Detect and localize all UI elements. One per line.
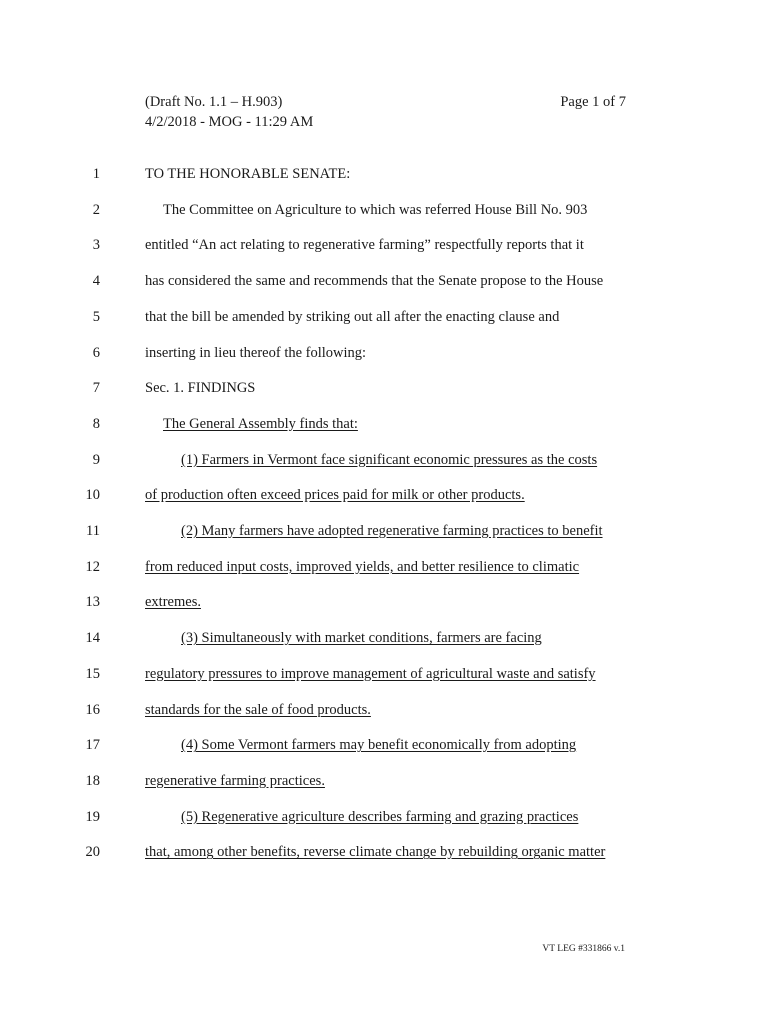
line-number: 12 [85, 558, 100, 575]
line-8 [0, 413, 770, 435]
line-number: 15 [85, 665, 100, 682]
line-number: 9 [92, 451, 100, 468]
line-5 [0, 306, 770, 328]
line-number: 14 [85, 630, 100, 647]
line-12 [0, 556, 770, 578]
line-18 [0, 770, 770, 792]
line-19 [0, 806, 770, 828]
line-text: (4) Some Vermont farmers may benefit economically from adopting [181, 737, 577, 754]
draft-label: (Draft No. 1.1 – H.903) [145, 94, 283, 110]
line-number: 20 [85, 844, 100, 861]
line-number: 7 [92, 380, 100, 397]
line-20 [0, 841, 770, 863]
page-number: Page 1 of 7 [560, 94, 626, 110]
line-1 [0, 163, 770, 185]
line-number: 8 [92, 415, 100, 432]
line-number: 18 [85, 772, 100, 789]
line-number: 4 [92, 273, 100, 290]
line-text: The General Assembly finds that: [163, 415, 358, 432]
line-17 [0, 734, 770, 756]
line-16 [0, 699, 770, 721]
line-text: of production often exceed prices paid for milk or other products. [145, 487, 525, 504]
line-10 [0, 484, 770, 506]
line-text: (2) Many farmers have adopted regenerative farming practices to benefit [181, 523, 603, 539]
line-number: 16 [85, 701, 100, 718]
line-text: regenerative farming practices. [145, 772, 325, 789]
line-text: has considered the same and recommends that the Senate propose to the House [145, 273, 604, 290]
draft-date: 4/2/2018 - MOG - 11:29 AM [145, 114, 314, 130]
line-text: (1) Farmers in Vermont face significant economic pressures as the costs [181, 451, 598, 468]
line-number: 1 [92, 166, 100, 182]
line-15 [0, 663, 770, 685]
line-text: extremes. [145, 594, 201, 611]
line-number: 2 [92, 201, 100, 218]
line-text: inserting in lieu thereof the following: [145, 344, 367, 361]
line-text: Sec. 1. FINDINGS [145, 380, 256, 397]
line-number: 10 [85, 487, 100, 504]
line-text: The Committee on Agriculture to which was referred House Bill No. 903 [163, 201, 588, 218]
header-left [145, 92, 313, 132]
line-text: (3) Simultaneously with market conditions, farmers are facing [181, 630, 542, 647]
line-number: 17 [85, 737, 100, 754]
line-3 [0, 234, 770, 256]
line-text: that, among other benefits, reverse climate change by rebuilding organic matter [145, 844, 606, 861]
line-number: 6 [92, 344, 100, 361]
line-number: 3 [92, 237, 100, 254]
line-text: regulatory pressures to improve management of agricultural waste and satisfy [145, 665, 596, 682]
line-14 [0, 627, 770, 649]
line-number: 5 [92, 308, 100, 325]
line-9 [0, 449, 770, 471]
line-text: from reduced input costs, improved yields, and better resilience to climatic [145, 558, 580, 575]
line-text: TO THE HONORABLE SENATE: [145, 166, 351, 182]
line-6 [0, 342, 770, 364]
line-4 [0, 270, 770, 292]
line-11 [0, 520, 770, 542]
line-7 [0, 377, 770, 399]
footer-id: VT LEG #331866 v.1 [542, 944, 625, 954]
line-number: 11 [86, 523, 100, 539]
line-text: that the bill be amended by striking out all after the enacting clause and [145, 308, 560, 325]
line-text: standards for the sale of food products. [145, 701, 371, 718]
line-text: entitled “An act relating to regenerative farming” respectfully reports that it [145, 237, 584, 254]
line-number: 19 [85, 808, 100, 825]
line-2 [0, 199, 770, 221]
line-number: 13 [85, 594, 100, 611]
line-text: (5) Regenerative agriculture describes farming and grazing practices [181, 808, 579, 825]
line-13 [0, 591, 770, 613]
